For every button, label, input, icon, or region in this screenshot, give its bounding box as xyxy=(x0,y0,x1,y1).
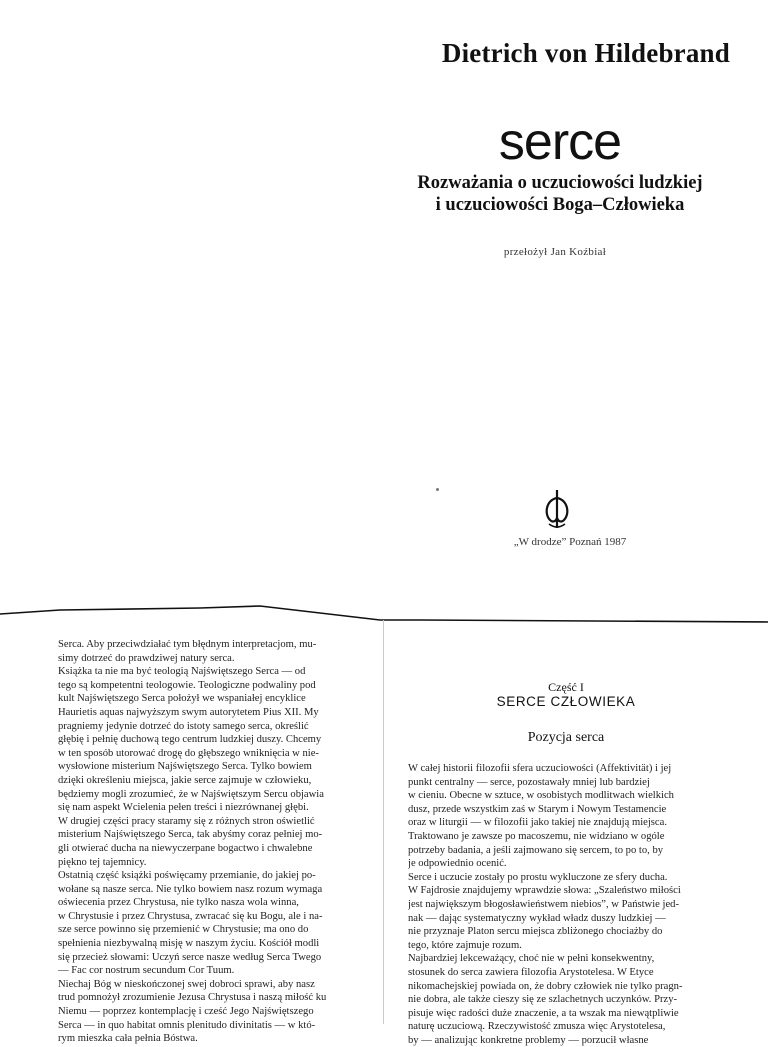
text-line: w cieniu. Obecne w sztuce, w osobistych modlitwach wielkich xyxy=(408,790,674,802)
left-page-text xyxy=(58,638,363,1046)
text-line: nak — dając systematyczny wykład władz duszy ludzkiej — xyxy=(408,912,666,924)
text-line: W Fajdrosie znajdujemy wprawdzie słowa: „Szaleństwo miłości xyxy=(408,885,681,897)
text-line: kult Najświętszego Serca położył we wspaniałej encyklice xyxy=(58,693,306,705)
text-line: będziemy mogli zrozumieć, że w Najświętszym Sercu objawia xyxy=(58,788,324,800)
text-line: Niechaj Bóg w nieskończonej swej dobroci sprawi, aby nasz xyxy=(58,978,315,990)
text-line: nie dobra, ale także cieszy się ze szlachetnych uczynków. Przy- xyxy=(408,994,678,1006)
text-line: w Chrystusie i przez Chrystusa, zwracać się ku Bogu, ale i na- xyxy=(58,910,323,922)
text-line: W drugiej części pracy staramy się z różnych stron oświetlić xyxy=(58,815,315,827)
text-line: misterium Najświętszego Serca, tak abyśmy coraz pełniej mo- xyxy=(58,829,323,841)
part-label: Część I xyxy=(548,680,584,694)
text-line: sze serce powinno się przemienić w Chrystusie; ma ono do xyxy=(58,924,309,936)
publisher-info: „W drodze” Poznań 1987 xyxy=(513,536,627,548)
book-subtitle xyxy=(360,172,760,216)
text-line: naturę uczuciową. Rzeczywistość zmusza więc Arystotelesa, xyxy=(408,1021,666,1033)
text-line: potrzeby badania, a jeśli zajmowano się sercem, to po to, by xyxy=(408,844,664,856)
right-page-text xyxy=(408,762,724,1047)
text-line: oświecenia przez Chrystusa, nie tylko nasza wola winna, xyxy=(58,897,299,909)
text-line: nie przyznaje Platon sercu miejsca zbliżonego chociażby do xyxy=(408,926,663,938)
subtitle-line-2: i uczuciowości Boga–Człowieka xyxy=(435,195,685,215)
text-line: piękno tej tajemnicy. xyxy=(58,856,147,868)
part-title: SERCE CZŁOWIEKA xyxy=(496,694,636,709)
text-line: Serce i uczucie zostały po prostu wykluczone ze sfery ducha. xyxy=(408,871,668,883)
text-line: je odpowiednio ocenić. xyxy=(408,858,507,870)
speck xyxy=(436,488,439,491)
text-line: stosunek do serca zawiera filozofia Arystotelesa. W Etyce xyxy=(408,966,654,978)
text-line: rym mieszka cała pełnia Bóstwa. xyxy=(58,1033,198,1045)
text-line: pragniemy jedynie dotrzeć do istoty samego serca, określić xyxy=(58,720,309,732)
text-line: Ostatnią część książki poświęcamy przemianie, do jakiej po- xyxy=(58,870,316,882)
publisher-emblem-icon xyxy=(540,488,574,535)
text-line: Traktowano je zawsze po macoszemu, nie widziano w ogóle xyxy=(408,830,665,842)
column-gutter xyxy=(383,620,384,1024)
text-line: się przecież słowami: Uczyń serce nasze według Serca Twego xyxy=(58,951,322,963)
text-line: dzięki określeniu miejsca, jakie serce zajmuje w człowieku, xyxy=(58,774,312,786)
text-line: by — analizując konkretne problemy — porzucił własne xyxy=(408,1034,649,1046)
text-line: się nam aspekt Wcielenia pełen treści i niezrównanej głębi. xyxy=(58,802,309,814)
translator-credit: przełożył Jan Koźbiał xyxy=(503,246,607,258)
text-line: Niemu — poprzez kontemplację i cześć Jego Najświętszego xyxy=(58,1006,314,1018)
text-line: Haurietis aquas najwyższym swym autorytetem Pius XII. My xyxy=(58,706,319,718)
text-line: głębię i pełnię duchową tego centrum ludzkiej duszy. Chcemy xyxy=(58,734,322,746)
text-line: dusz, przede wszystkim zaś w Starym i Nowym Testamencie xyxy=(408,803,667,815)
text-line: tego, które zajmuje rozum. xyxy=(408,939,522,951)
text-line: punkt centralny — serce, pozostawały mniej lub bardziej xyxy=(408,776,650,788)
text-line: jest największym błogosławieństwem niebios”, w Państwie jed- xyxy=(408,898,679,910)
text-line: spełnienia niezbywalną misję w naszym życiu. Kościół modli xyxy=(58,938,320,950)
text-line: wołane są nasze serca. Nie tylko bowiem nasz rozum wymaga xyxy=(58,883,323,895)
text-line: Najbardziej lekceważący, choć nie w pełni konsekwentny, xyxy=(408,953,655,965)
text-line: tego są kompetentni teologowie. Teologiczne podwaliny pod xyxy=(58,679,316,691)
text-line: Serca — in quo habitat omnis plenitudo divinitatis — w któ- xyxy=(58,1019,316,1031)
text-line: simy dotrzeć do prawdziwej natury serca. xyxy=(58,652,235,664)
text-line: w ten sposób utorować drogę do głębszego wniknięcia w nie- xyxy=(58,747,319,759)
subtitle-line-1: Rozważania o uczuciowości ludzkiej xyxy=(417,173,703,193)
text-line: wysłowione misterium Najświętszego Serca. Tylko bowiem xyxy=(58,761,312,773)
text-line: pisuje więc radości duże znaczenie, a ta wszak ma niewątpliwie xyxy=(408,1007,679,1019)
text-line: gli otwierać ducha na niewyczerpane bogactwo i chwalebne xyxy=(58,842,313,854)
text-line: W całej historii filozofii sfera uczuciowości (Affektivität) i jej xyxy=(408,763,672,774)
text-line: oraz w liturgii — w filozofii jako takiej nie znajdują miejsca. xyxy=(408,817,667,829)
text-line: Książka ta nie ma być teologią Najświętszego Serca — od xyxy=(58,666,306,678)
text-line: Serca. Aby przeciwdziałać tym błędnym interpretacjom, mu- xyxy=(58,639,317,650)
text-line: — Fac cor nostrum secundum Cor Tuum. xyxy=(58,965,235,977)
text-line: trud pomnożył zrozumienie Jezusa Chrystusa i naszą miłość ku xyxy=(58,992,327,1004)
text-line: nikomachejskiej powiada on, że dobry człowiek nie tylko pragn- xyxy=(408,980,683,992)
author-name: Dietrich von Hildebrand xyxy=(441,38,730,68)
page-edge-divider xyxy=(0,600,768,624)
section-title: Pozycja serca xyxy=(527,730,605,745)
book-title: serce xyxy=(498,113,622,171)
